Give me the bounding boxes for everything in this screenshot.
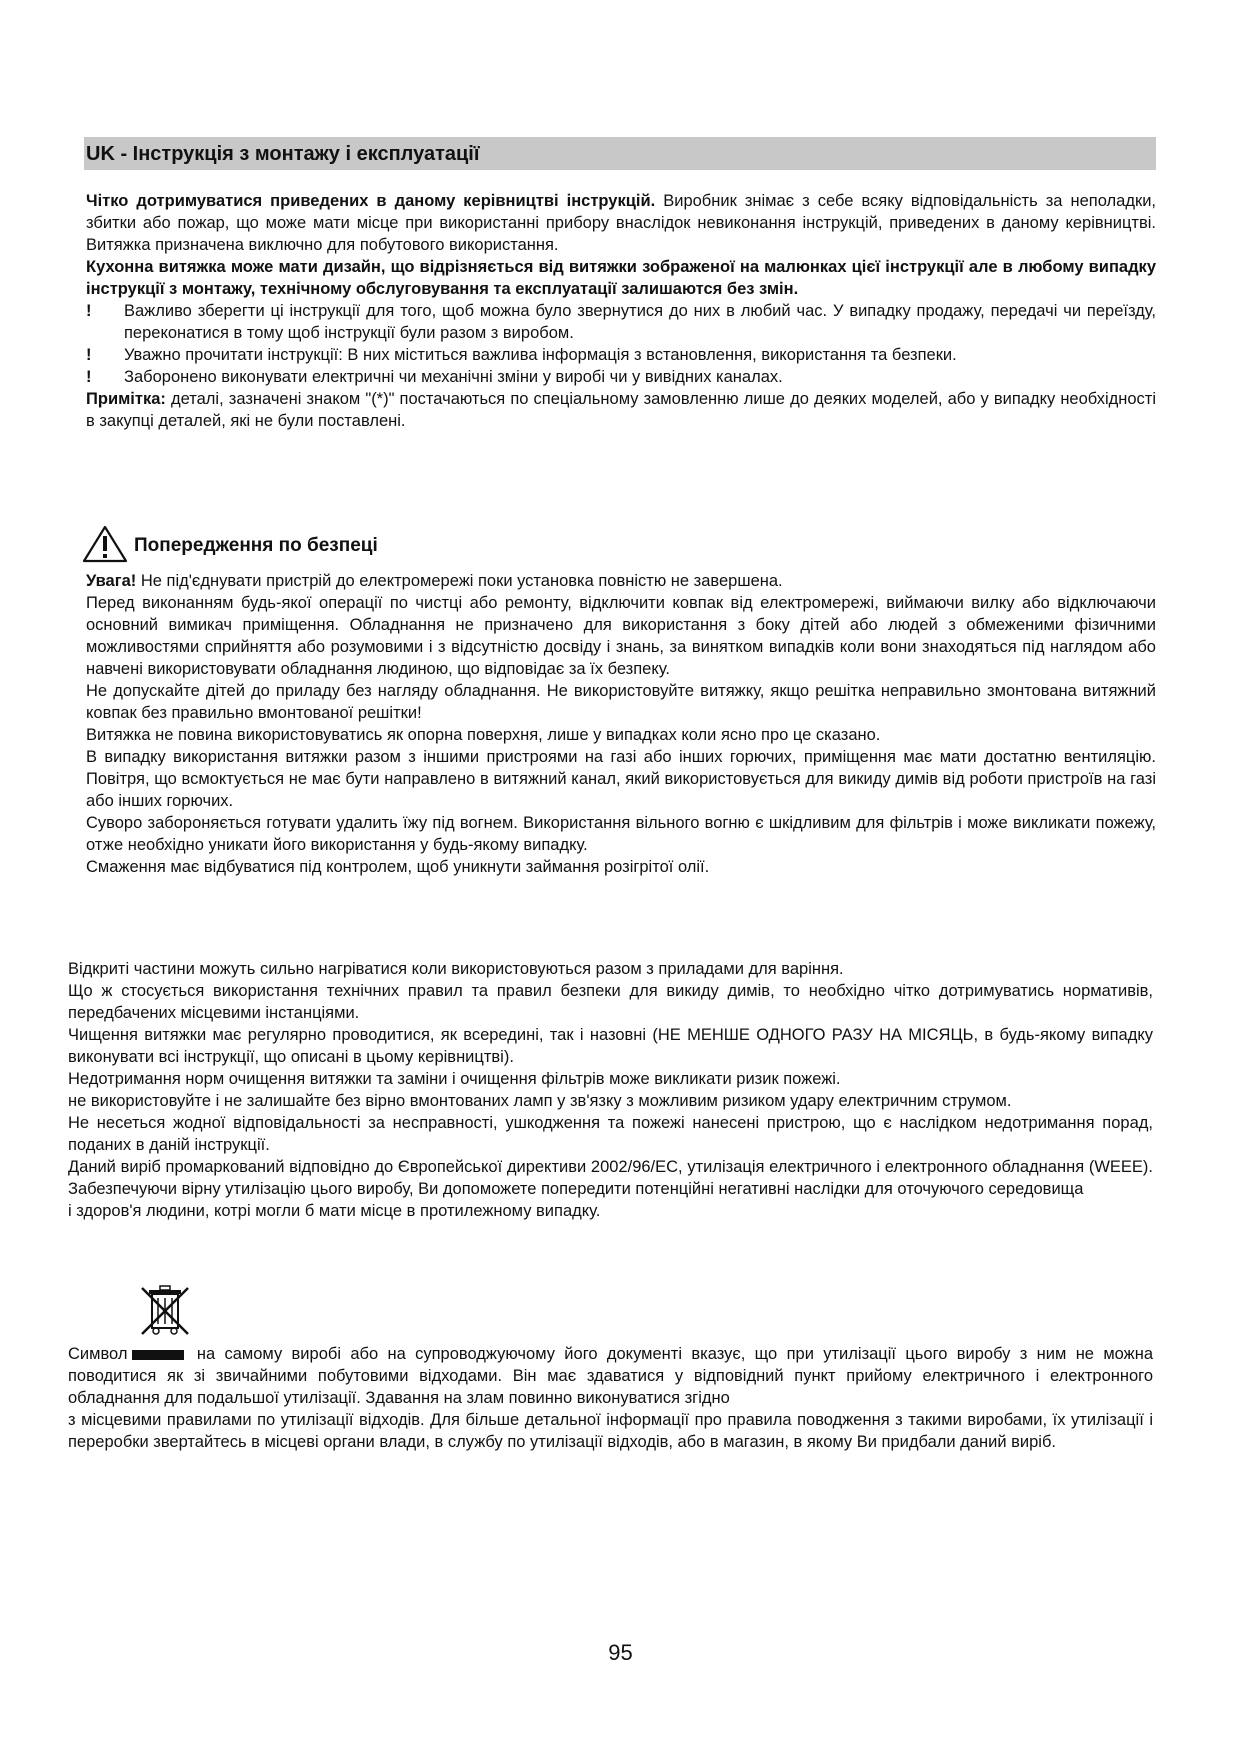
list-item	[86, 366, 1156, 388]
section-title: UK - Інструкція з монтажу і експлуатації	[86, 143, 480, 165]
black-bar-symbol	[132, 1350, 184, 1360]
crossed-bin-icon	[138, 1284, 192, 1341]
bullet-text: Заборонено виконувати електричні чи механічні зміни у виробі чи у вивідних каналах.	[124, 368, 783, 386]
intro-bold-lead: Чітко дотримуватися приведених в даному керівництві інструкцій.	[86, 192, 656, 210]
safety-paragraph: Не допускайте дітей до приладу без нагляду обладнання. Не використовуйте витяжку, якщо решітка неправильно змонтована витяжний ковпак без правильно вмонтованої решітки!	[86, 682, 1156, 722]
warning-text: Не під'єднувати пристрій до електромережі поки установка повністю не завершена.	[136, 572, 783, 590]
weee-paragraph-end: і здоров'я людини, котрі могли б мати місце в протилежному випадку.	[68, 1202, 601, 1220]
lower-block	[68, 958, 1153, 1222]
safety-paragraph: В випадку використання витяжки разом з іншими пристроями на газі або інших горючих, приміщення має мати достатню вентиляцію. Повітря, що всмоктується не має бути направлено в витяжний канал, який використовується для викиду димів від роботи пристроїв на газі або інших горючих.	[86, 748, 1156, 810]
note-label: Примітка:	[86, 390, 166, 408]
lower-paragraph: Чищення витяжки має регулярно проводитися, як всередині, так і назовні (НЕ МЕНШЕ ОДНОГО РАЗУ НА МІСЯЦЬ, в будь-якому випадку виконувати всі інструкції, що описані в цьому керівництві).	[68, 1026, 1153, 1066]
disposal-paragraph: з місцевими правилами по утилізації відходів. Для більше детальної інформації про правила поводження з такими виробами, їх утилізації і переробки звертайтесь в місцеві органи влади, в службу по утилізації відходів, або в магазин, в якому Ви придбали даний виріб.	[68, 1411, 1153, 1451]
warning-paragraph	[86, 570, 1156, 592]
design-notice: Кухонна витяжка може мати дизайн, що відрізняється від витяжки зображеної на малюнках цієї інструкції але в любому випадку інструкції з монтажу, технічному обслуговування та експлуатації залишаются без змін.	[86, 258, 1156, 298]
safety-paragraph: Витяжка не повина використовуватись як опорна поверхня, лише у випадках коли ясно про це сказано.	[86, 726, 881, 744]
symbol-text: на самому виробі або на супроводжуючому його документі вказує, що при утилізації цього виробу з ним не можна поводитися як зі звичайними побутовими відходами. Він має здаватися у відповідний пункт прийому електричного і електронного обладнання для подальшої утилізації. Здавання на злам повинно виконуватися згідно	[68, 1345, 1153, 1407]
intro-block	[86, 190, 1156, 432]
safety-title: Попередження по безпеці	[134, 535, 378, 556]
weee-paragraph: Даний виріб промаркований відповідно до Європейської директиви 2002/96/EC, утилізація електричного і електронного обладнання (WEEE). Забезпечуючи вірну утилізацію цього виробу, Ви допоможете попередити потенційні негативні наслідки для оточуючого середовища	[68, 1158, 1153, 1198]
warning-label: Увага!	[86, 572, 137, 590]
lower-paragraph: Недотримання норм очищення витяжки та заміни і очищення фільтрів може викликати ризик пожежі.	[68, 1070, 841, 1088]
exclamation-icon: !	[86, 302, 92, 320]
note-paragraph	[86, 388, 1156, 432]
safety-block	[86, 570, 1156, 878]
lower-paragraph: Що ж стосується використання технічних правил та правил безпеки для викиду димів, то необхідно чітко дотримуватись нормативів, передбачених місцевими інстанціями.	[68, 982, 1153, 1022]
symbol-block	[68, 1343, 1153, 1453]
safety-paragraph: Перед виконанням будь-якої операції по чистці або ремонту, відключити ковпак від електромережі, виймаючи вилку або відключаючи основний вимикач приміщення. Обладнання не призначено для використання з боку дітей або людей з обмеженими фізичними можливостями сприйняття або розумовими і з відсутністю досвіду і знань, за винятком випадків коли вони знаходяться під наглядом або навчені використовувати обладнання людиною, що відповідає за їх безпеку.	[86, 594, 1156, 678]
bullet-text: Важливо зберегти ці інструкції для того, щоб можна було звернутися до них в любий час. У випадку продажу, передачі чи переїзду, переконатися в тому щоб інструкції були разом з виробом.	[124, 302, 1156, 342]
symbol-word: Символ	[68, 1345, 128, 1363]
intro-text: Виробник знімає з себе всяку відповідальність за неполадки, збитки або пожар, що може мати місце при використанні прибору внаслідок невиконання інструкцій, приведених в даному керівництві. Витяжка призначена виключно для побутового використання.	[86, 192, 1156, 254]
safety-heading	[82, 526, 378, 566]
safety-paragraph: Смаження має відбуватися під контролем, щоб уникнути займання розігрітої олії.	[86, 858, 710, 876]
warning-triangle-icon	[82, 525, 128, 568]
exclamation-icon: !	[86, 346, 92, 364]
lower-paragraph: Не несеться жодної відповідальності за несправності, ушкодження та пожежі нанесені пристрою, що є наслідком недотримання порад, поданих в даній інструкції.	[68, 1114, 1153, 1154]
lower-paragraph: Відкриті частини можуть сильно нагріватися коли використовуються разом з приладами для варіння.	[68, 960, 844, 978]
list-item	[86, 344, 1156, 366]
symbol-paragraph	[68, 1343, 1153, 1409]
safety-paragraph: Суворо забороняється готувати удалить їжу під вогнем. Використання вільного вогню є шкідливим для фільтрів і може викликати пожежу, отже необхідно уникати його використання у будь-якому випадку.	[86, 814, 1156, 854]
lower-paragraph: не використовуйте і не залишайте без вірно вмонтованих ламп у зв'язку з можливим ризиком удару електричним струмом.	[68, 1092, 1012, 1110]
page-number: 95	[608, 1640, 633, 1665]
intro-paragraph	[86, 190, 1156, 256]
list-item	[86, 300, 1156, 344]
bullet-text: Уважно прочитати інструкції: В них міститься важлива інформація з встановлення, використання та безпеки.	[124, 346, 957, 364]
note-text: деталі, зазначені знаком "(*)" постачаються по спеціальному замовленню лише до деяких моделей, або у випадку необхідності в закупці деталей, які не були поставлені.	[86, 390, 1156, 430]
exclamation-icon: !	[86, 368, 92, 386]
